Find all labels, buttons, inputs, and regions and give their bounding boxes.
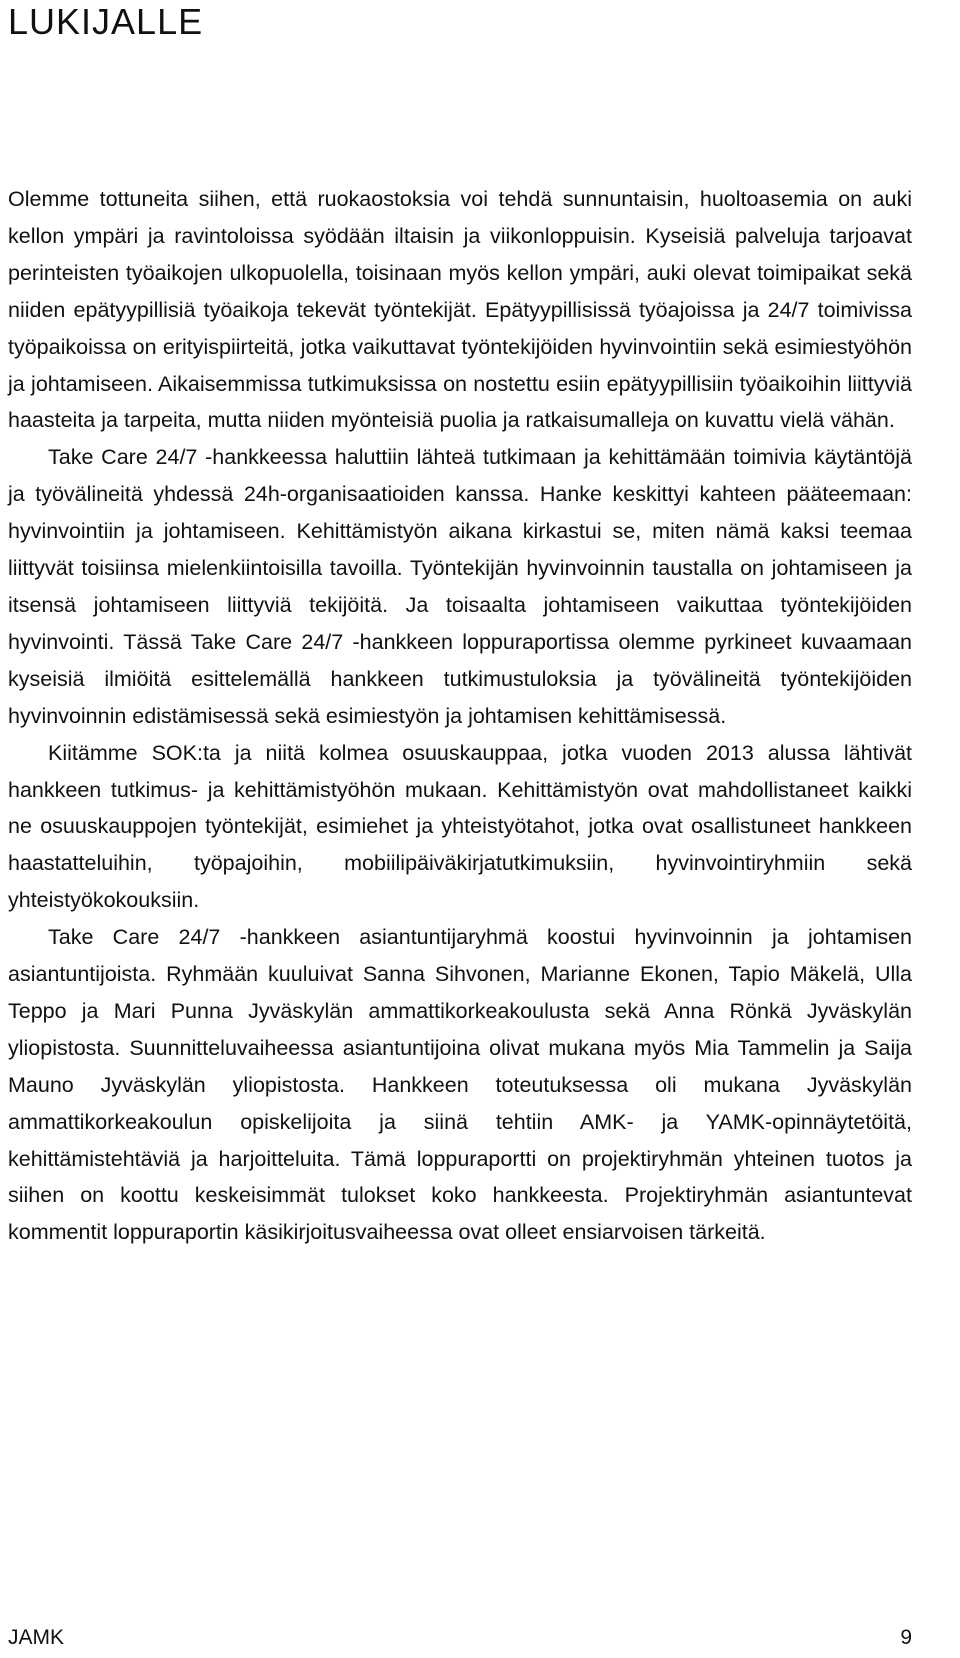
- footer-publisher: JAMK: [8, 1626, 65, 1649]
- body-text: [8, 181, 912, 1251]
- paragraph: Kiitämme SOK:ta ja niitä kolmea osuuskauppaa, jotka vuoden 2013 alussa lähtivät hankkeen tutkimus- ja kehittämistyöhön mukaan. Kehittämistyön ovat mahdollistaneet kaikki ne osuuskauppojen työntekijät, esimiehet ja yhteistyötahot, jotka ovat osallistuneet hankkeen haastatteluihin, työpajoihin, mobiilipäiväkirjatutkimuksiin, hyvinvointiryhmiin sekä yhteistyökokouksiin.: [8, 740, 912, 913]
- paragraph: Olemme tottuneita siihen, että ruokaostoksia voi tehdä sunnuntaisin, huoltoasemia on auki kellon ympäri ja ravintoloissa syödään iltaisin ja viikonloppuisin. Kyseisiä palveluja tarjoavat perinteisten työaikojen ulkopuolella, toisinaan myös kellon ympäri, auki olevat toimipaikat sekä niiden epätyypillisiä työaikoja tekevät työntekijät. Epätyypillisissä työajoissa ja 24/7 toimivissa työpaikoissa on erityispiirteitä, jotka vaikuttavat työntekijöiden hyvinvointiin sekä esimiestyöhön ja johtamiseen. Aikaisemmissa tutkimuksissa on nostettu esiin epätyypillisiin työaikoihin liittyviä haasteita ja tarpeita, mutta niiden myönteisiä puolia ja ratkaisumalleja on kuvattu vielä vähän.: [8, 187, 912, 433]
- paragraph: Take Care 24/7 -hankkeessa haluttiin lähteä tutkimaan ja kehittämään toimivia käytäntöjä ja työvälineitä yhdessä 24h-organisaatioiden kanssa. Hanke keskittyi kahteen pääteemaan: hyvinvointiin ja johtamiseen. Kehittämistyön aikana kirkastui se, miten nämä kaksi teemaa liittyvät toisiinsa mielenkiintoisilla tavoilla. Työntekijän hyvinvoinnin taustalla on johtamiseen ja itsensä johtamiseen liittyviä tekijöitä. Ja toisaalta johtamiseen vaikuttaa työntekijöiden hyvinvointi. Tässä Take Care 24/7 -hankkeen loppuraportissa olemme pyrkineet kuvaamaan kyseisiä ilmiöitä esittelemällä hankkeen tutkimustuloksia ja työvälineitä työntekijöiden hyvinvoinnin edistämisessä sekä esimiestyön ja johtamisen kehittämisessä.: [8, 445, 912, 728]
- page-number: 9: [900, 1626, 912, 1649]
- page-title: LUKIJALLE: [8, 1, 204, 42]
- paragraph: Take Care 24/7 -hankkeen asiantuntijaryhmä koostui hyvinvoinnin ja johtamisen asiantuntijoista. Ryhmään kuuluivat Sanna Sihvonen, Marianne Ekonen, Tapio Mäkelä, Ulla Teppo ja Mari Punna Jyväskylän ammattikorkeakoulusta sekä Anna Rönkä Jyväskylän yliopistosta. Suunnitteluvaiheessa asiantuntijoina olivat mukana myös Mia Tammelin ja Saija Mauno Jyväskylän yliopistosta. Hankkeen toteutuksessa oli mukana Jyväskylän ammattikorkeakoulun opiskelijoita ja siinä tehtiin AMK- ja YAMK-opinnäytetöitä, kehittämistehtäviä ja harjoitteluita. Tämä loppuraportti on projektiryhmän yhteinen tuotos ja siihen on koottu keskeisimmät tulokset koko hankkeesta. Projektiryhmän asiantuntevat kommentit loppuraportin käsikirjoitusvaiheessa ovat olleet ensiarvoisen tärkeitä.: [8, 925, 912, 1245]
